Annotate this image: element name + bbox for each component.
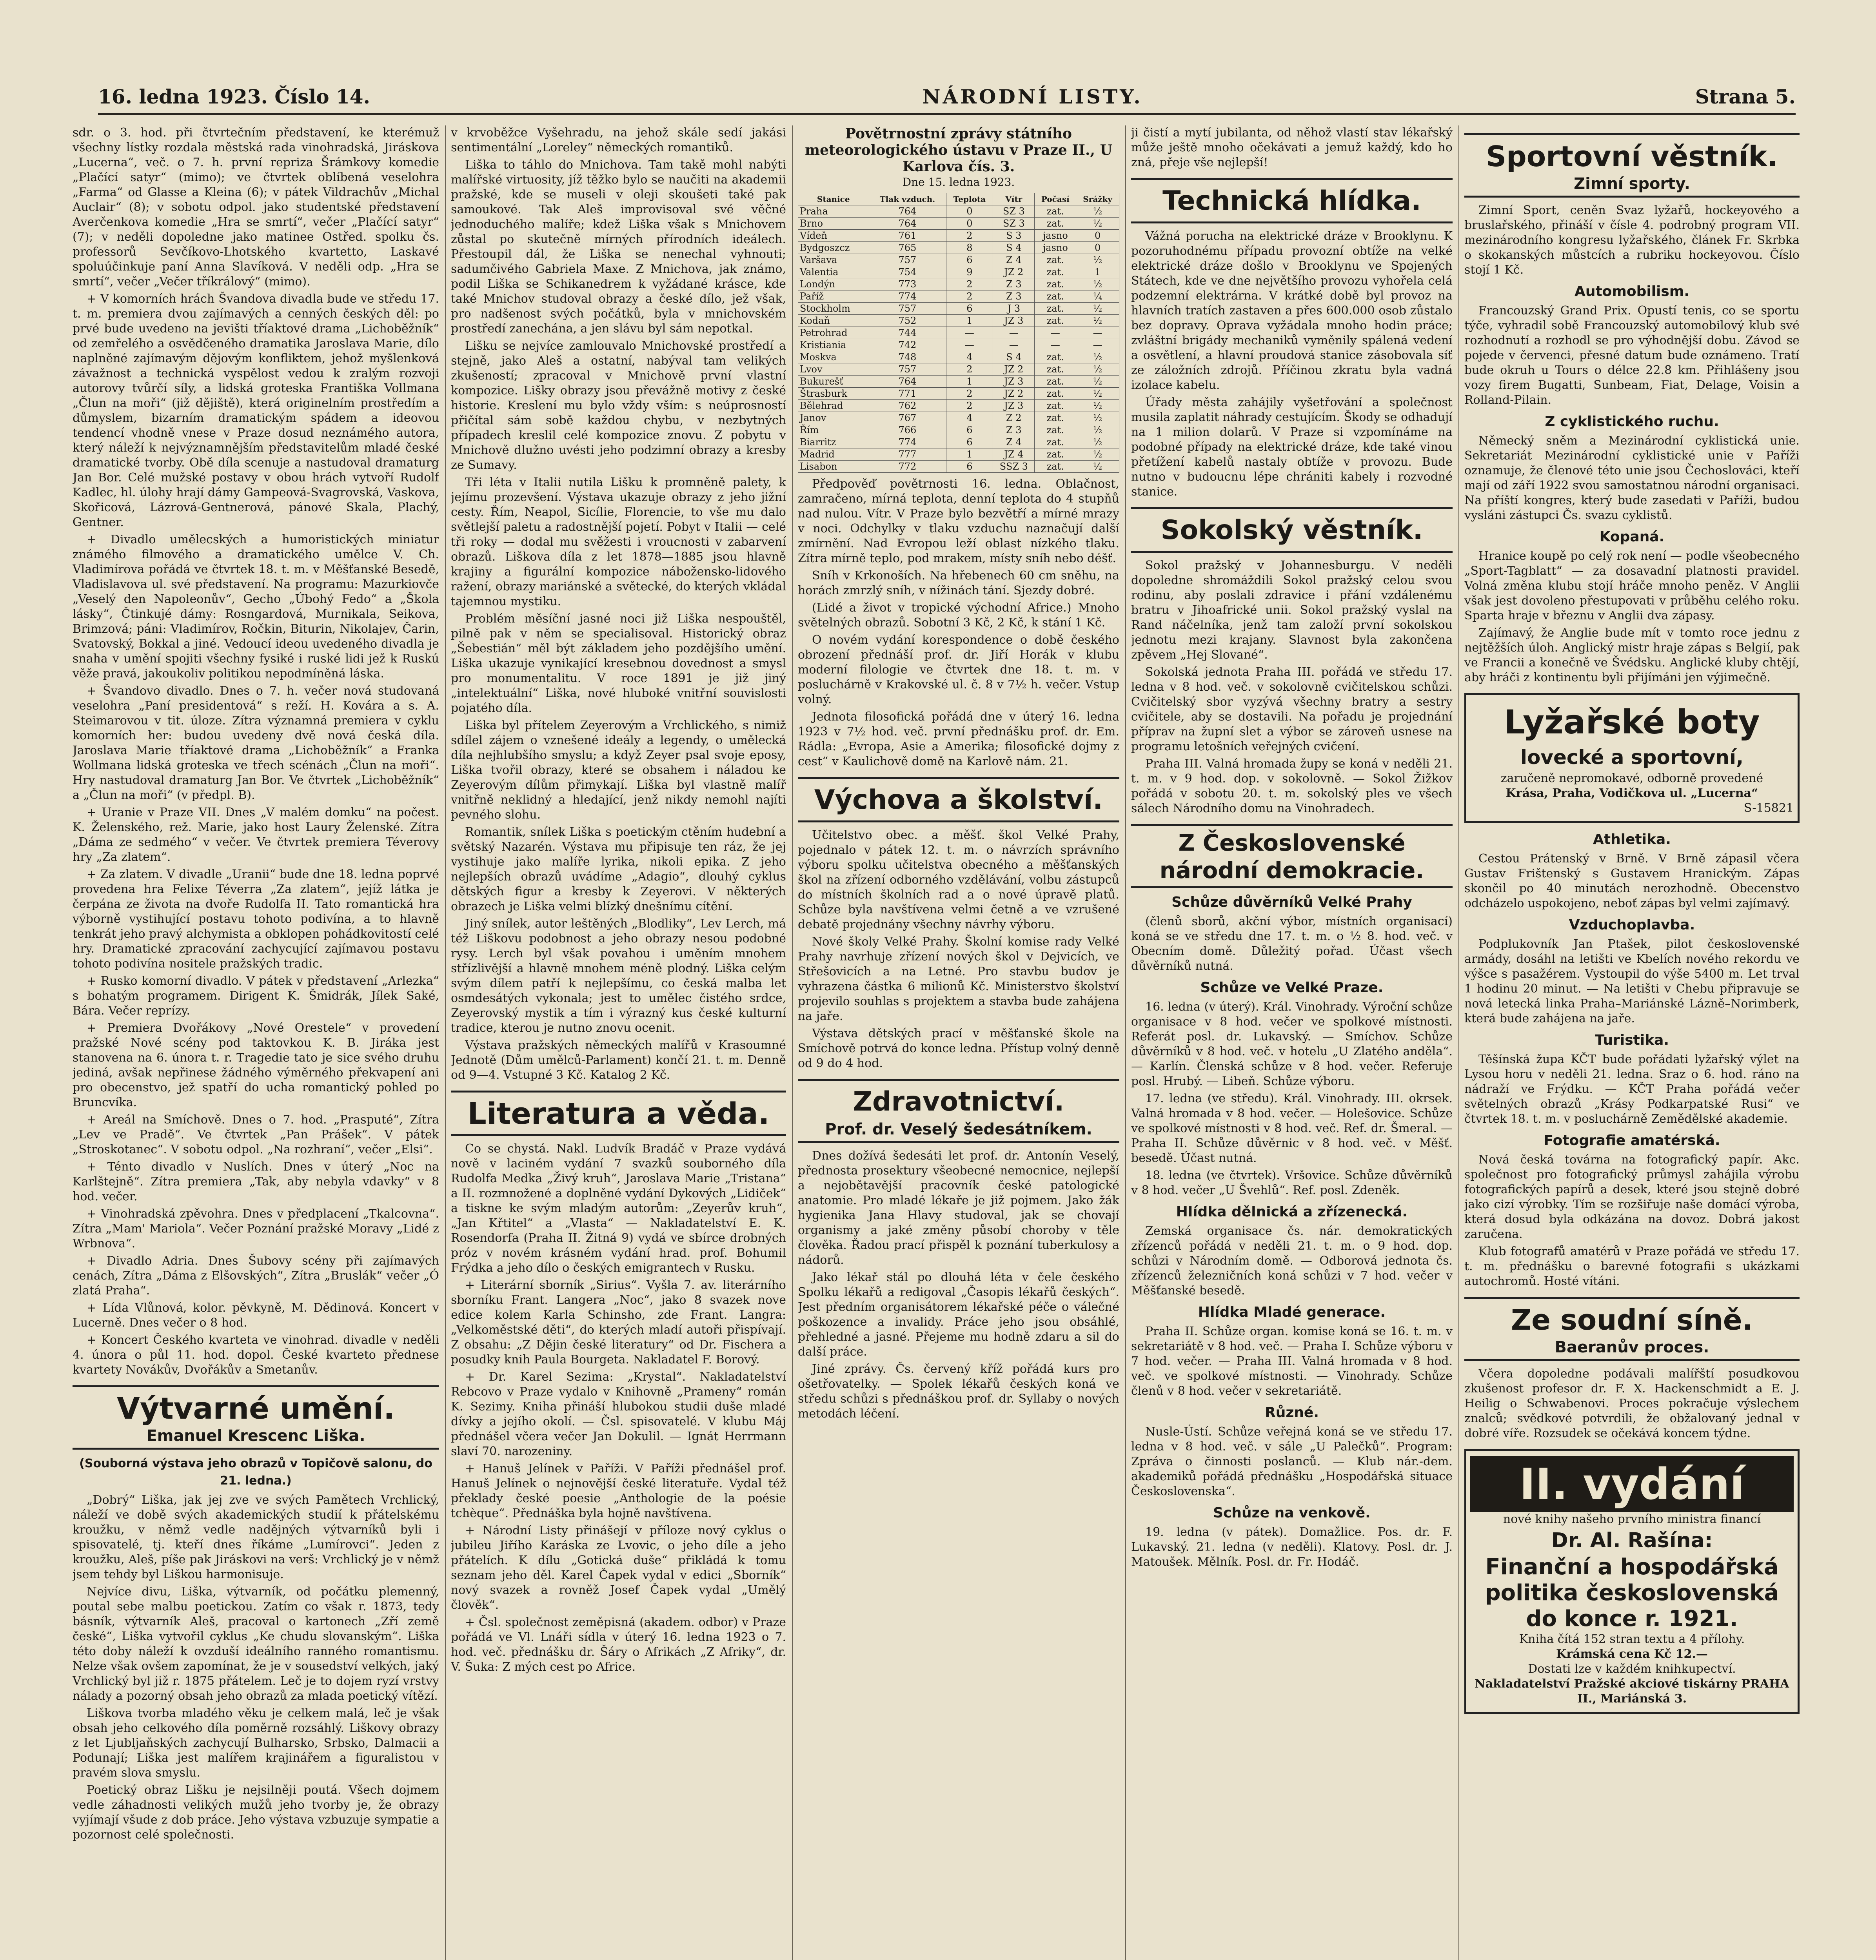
weather-column-header: Teplota bbox=[946, 193, 993, 205]
column-1 bbox=[73, 125, 439, 1960]
table-cell: Štrasburk bbox=[798, 388, 869, 400]
table-cell: Londýn bbox=[798, 278, 869, 290]
table-cell: ½ bbox=[1076, 254, 1119, 266]
table-cell: ½ bbox=[1076, 400, 1119, 412]
table-cell: jasno bbox=[1035, 230, 1076, 242]
article-paragraph: 16. ledna (v úterý). Král. Vinohrady. Výroční schůze organisace v 8 hod. večer ve spolkové místnosti. Referát posl. dr. Lukavský. — Smíchov. Schůze důvěrníků v 8 hod. več. v hotelu „U Zlatého anděla“. — Karlín. Členská schůze v 8 hod. večer. Referuje posl. Hrubý. — Libeň. Schůze výboru. bbox=[1131, 1000, 1453, 1088]
article-paragraph: Liška byl přítelem Zeyerovým a Vrchlického, s nimiž sdílel zájem o vznešené ideály a legendy, o umělecká díla nejhlubšího smyslu; a když Zeyer psal svoje eposy, Liška tvořil obrazy, které se obsahem i náladou ke Zeyerovým dílům přimykají. Liška byl vlastně malíř vnitřně neklidný a hledající, jenž nikdy nemohl najíti pevného slohu. bbox=[451, 719, 786, 822]
article-paragraph: + Divadlo Adria. Dnes Šubovy scény při zajímavých cenách, Zítra „Dáma z Elšovských“, Zítra „Bruslák“ večer „Ó zlatá Praha“. bbox=[73, 1254, 439, 1298]
table-cell: — bbox=[1035, 339, 1076, 351]
table-row bbox=[798, 290, 1119, 303]
book-pages: Kniha čítá 152 stran textu a 4 přílohy. bbox=[1519, 1632, 1745, 1646]
article-paragraph: Praha III. Valná hromada župy se koná v neděli 21. t. m. v 9 hod. dop. v sokolovně. — Sokol Žižkov pořádá v sobotu 20. t. m. sokolský ples ve všech sálech Národního domu na Vinohradech. bbox=[1131, 757, 1453, 815]
table-cell: J 3 bbox=[993, 303, 1035, 315]
table-cell: 1 bbox=[946, 376, 993, 388]
table-cell: Lisabon bbox=[798, 461, 869, 473]
weather-column-header: Vítr bbox=[993, 193, 1035, 205]
table-cell: Z 3 bbox=[993, 424, 1035, 436]
table-row bbox=[798, 242, 1119, 254]
table-cell: — bbox=[993, 339, 1035, 351]
article-paragraph: + Divadlo umělecských a humoristických miniatur známého filmového a dramatického umělce V. Ch. Vladimírova pořádá ve čtvrtek 18. t. m. v Měšťanské Besedě, Vladislavova ul. své představení. Na programu: Mazurkiovče „Veselý den Napoleonův“, Gecho „Úbohý Fedo“ a „Škola lásky“, Čtinkujé dámy: Rosngardová, Murnikala, Seikova, Brimzová; páni: Vladimírov, Ročkin, Biturin, Nikolajev, Čarin, Svatovský, Bokkal a jiné. Vedoucí ideou uvedeného divadla je snaha v umění spojiti všechny fysiké i ruské lidi jež k Ruskú věže pravá, jakoukoliv politikou nepodmíněná láska. bbox=[73, 533, 439, 681]
subheading: Hlídka Mladé generace. bbox=[1198, 1304, 1386, 1320]
table-cell: 764 bbox=[869, 205, 946, 218]
ad-address: Krása, Praha, Vodičkova ul. „Lucerna“ bbox=[1506, 786, 1758, 800]
table-cell: ½ bbox=[1076, 388, 1119, 400]
table-cell: jasno bbox=[1035, 242, 1076, 254]
table-cell: — bbox=[946, 327, 993, 339]
column-2 bbox=[451, 125, 786, 1960]
table-row bbox=[798, 278, 1119, 290]
table-cell: Petrohrad bbox=[798, 327, 869, 339]
column-divider bbox=[1125, 125, 1126, 1960]
table-cell: zat. bbox=[1035, 363, 1076, 376]
table-row bbox=[798, 436, 1119, 448]
table-cell: Biarritz bbox=[798, 436, 869, 448]
subheading: Turistika. bbox=[1595, 1032, 1669, 1048]
table-cell: 6 bbox=[946, 461, 993, 473]
article-paragraph: Zimní Sport, ceněn Svaz lyžařů, hockeyového a bruslařského, přináší v čísle 4. podrobný program VII. mezinárodního kongresu lyžařského, článek Fr. Skrbka o skokanských můstcích a rubriku hockeyovou. Číslo stojí 1 Kč. bbox=[1464, 203, 1800, 277]
table-cell: 765 bbox=[869, 242, 946, 254]
book-availability: Dostati lze v každém knihkupectví. bbox=[1528, 1662, 1736, 1676]
table-cell: ½ bbox=[1076, 363, 1119, 376]
table-cell: zat. bbox=[1035, 351, 1076, 363]
subheading: Schůze na venkově. bbox=[1213, 1505, 1371, 1521]
article-paragraph: Předpověď povětrnosti 16. ledna. Oblačnost, zamračeno, mírná teplota, denní teplota do 4 stupňů nad nulou. Vítr. V Praze bylo bezvětří a mírné mrazy v noci. Odchylky v tlaku vzduchu naznačují další zmírnění. Nad Evropou leží oblast nízkého tlaku. Zítra mírně teplo, pod mrakem, místy sníh nebo déšť. bbox=[798, 477, 1119, 565]
article-paragraph: + Ténto divadlo v Nuslích. Dnes v úterý „Noc na Karlštejně“. Zítra premiera „Tak, aby nebyla vdavky“ v 8 hod. večer. bbox=[73, 1160, 439, 1203]
table-cell: 1 bbox=[946, 448, 993, 461]
article-paragraph: Vážná porucha na elektrické dráze v Brooklynu. K pozoruhodnému případu provozní obtíže na velké elektrické dráze došlo v Brooklynu ve Spojených Státech, kde ve dne největšího provozu vyhořela celá podzemní elektrárna. V krátké době byl provoz na hlavních tratích zastaven a přes 600.000 osob zůstalo bez dopravy. Oprava vyžádala mnoho hodin práce; zvláštní brigády mechaniků vyměnily spálená vedení a osvětlení, a hlavní proudová stanice zásobovala síť ze záložních zdrojů. Příčinou zkratu byla vadná izolace kabelu. bbox=[1131, 229, 1453, 392]
table-row bbox=[798, 388, 1119, 400]
article-paragraph: Dnes dožívá šedesáti let prof. dr. Antonín Veselý, přednosta prosektury všeobecné nemocnice, nejlepší a nejobětavější pracovník české patologické anatomie. Pro mladé lékaře je již pojmem. Jako žák hygienika Jana Hlavy studoval, jak se chovají organismy a jaké změny působí choroby v těle člověka. Řadou prací přispěl k poznání tuberkulosy a nádorů. bbox=[798, 1149, 1119, 1267]
newspaper-title: NÁRODNÍ LISTY. bbox=[922, 85, 1143, 108]
table-cell: 1 bbox=[1076, 266, 1119, 278]
section-title: Technická hlídka. bbox=[1162, 185, 1421, 216]
ad-headline: Lyžařské boty bbox=[1504, 703, 1760, 741]
section-title: Výtvarné umění. bbox=[117, 1391, 395, 1426]
article-paragraph: + Vinohradská zpěvohra. Dnes v předplacení „Tkalcovna“. Zítra „Mam' Mariola“. Večer Poznání pražské Moravy „Lidé z Wrbnova“. bbox=[73, 1207, 439, 1250]
table-cell: SZ 3 bbox=[993, 218, 1035, 230]
column-divider bbox=[792, 125, 793, 1960]
book-intro: nové knihy našeho prvního ministra financí bbox=[1503, 1512, 1761, 1526]
book-title: Finanční a hospodářská politika československá do konce r. 1921. bbox=[1485, 1554, 1779, 1632]
column-4 bbox=[1131, 125, 1453, 1960]
ad-code: S-15821 bbox=[1743, 801, 1794, 815]
table-cell: zat. bbox=[1035, 461, 1076, 473]
article-paragraph: 18. ledna (ve čtvrtek). Vršovice. Schůze důvěrníků v 8 hod. večer „U Švehlů“. Ref. posl. Zdeněk. bbox=[1131, 1169, 1453, 1197]
article-paragraph: Problém měsíční jasné noci již Liška nespouštěl, pilně pak v něm se specialisoval. Historický obraz „Šebestián“ měl být základem jeho pozdějšího umění. Liška ukazuje vynikající kresebnou dovednost a smysl pro monumentalitu. V roce 1891 je již jiný „intelektuální“ Liška, nové hluboké vnitřní souvislosti pojatého díla. bbox=[451, 612, 786, 715]
ad-subheadline: lovecké a sportovní, bbox=[1520, 746, 1744, 769]
table-cell: — bbox=[1076, 327, 1119, 339]
table-cell: Z 2 bbox=[993, 412, 1035, 424]
table-row bbox=[798, 461, 1119, 473]
column-5 bbox=[1464, 125, 1800, 1960]
article-paragraph: Tři léta v Italii nutila Lišku k promněně palety, k jejímu prozevšení. Výstava ukazuje obrazy z jeho jižní cesty. Řím, Neapol, Sicílie, Florencie, to vše mu dalo světlejší paletu a radostnější pojetí. Pobyt v Italii — celé tři roky — dodal mu svěžesti i vroucnosti v zabarvení obrazů. Liškova díla z let 1878—1885 jsou hlavně krajiny a figurální kompozice nábožensko-lidového ražení, obrazy mariánské a světecké, do kterých vkládal tajemnou mystiku. bbox=[451, 475, 786, 608]
article-paragraph: Jiné zprávy. Čs. červený kříž pořádá kurs pro ošetřovatelky. — Spolek lékařů českých koná ve středu schůzi s přednáškou prof. dr. Syllaby o nových metodách léčení. bbox=[798, 1362, 1119, 1421]
article-paragraph: Nejvíce divu, Liška, výtvarník, od počátku plemenný, poutal sebe malbu poetickou. Zatím co však r. 1873, tedy básník, výtvarník Aleš, pracoval o kartonech „Zří země české“, Liška vytvořil cyklus „Ke chudu slovanským“. Liška této doby náleží k ovzduší ideálního ranného romantismu. Nelze však ovšem zapomínat, že je v sousedství velkých, jaký Vrchlický byl již r. 1875 přátelem. Leč je to dojem ryzí vrstvy nálady a pozorný obsah jeho obrazů za mlada poetický vítězí. bbox=[73, 1585, 439, 1703]
table-cell: ½ bbox=[1076, 412, 1119, 424]
weather-column-header: Stanice bbox=[798, 193, 869, 205]
weather-table-body bbox=[798, 205, 1119, 473]
table-cell: Lvov bbox=[798, 363, 869, 376]
issue-date: 16. ledna 1923. Číslo 14. bbox=[98, 85, 370, 108]
table-cell: ½ bbox=[1076, 424, 1119, 436]
article-paragraph: Těšínská župa KČT bude pořádati lyžařský výlet na Lysou horu v neděli 21. ledna. Sraz o 6. hod. ráno na nádraží ve Frýdku. — KČT Praha pořádá večer světelných obrazů „Krásy Podkarpatské Rusi“ ve čtvrtek 18. t. m. v posluchárně Zemědělské akademie. bbox=[1464, 1053, 1800, 1126]
article-paragraph: Úřady města zahájily vyšetřování a společnost musila zaplatit náhrady cestujícím. Škody se odhadují na 1 milion dolarů. V Praze si vzpomínáme na podobné případy na elektrické dráze, kde také vinou přetížení kabelů nastaly obtíže v provozu. Bude nutno v budoucnu lépe chrániti kabely i rozvodné stanice. bbox=[1131, 396, 1453, 499]
article-paragraph: 17. ledna (ve středu). Král. Vinohrady. III. okrsek. Valná hromada v 8 hod. večer. — Holešovice. Schůze ve spolkové místnosti v 8 hod. več. Ref. dr. Šmeral. — Praha II. Schůze důvěrnic v 8 hod. več. v Měšť. besedě. Účast nutná. bbox=[1131, 1092, 1453, 1165]
table-row bbox=[798, 266, 1119, 278]
book-price: Krámská cena Kč 12.— bbox=[1556, 1647, 1708, 1661]
table-cell: zat. bbox=[1035, 218, 1076, 230]
ski-boots-advertisement bbox=[1464, 693, 1800, 823]
section-heading-national-democracy bbox=[1131, 824, 1453, 888]
table-row bbox=[798, 327, 1119, 339]
article-paragraph: + V komorních hrách Švandova divadla bude ve středu 17. t. m. premiera dvou zajímavých a cenných českých děl: po prvé bude uvedeno na jevišti tříaktové drama „Lichoběžník“ od zemřelého a osvědčeného dramatika Jaroslava Marie, dílo naplněné zajímavým dějovým konfliktem, jehož myšlenková závažnost a technická vyspělost vedou k zralým rozvoji autorovy tvůrčí síly, a lidská groteska Františka Vollmana „Člun na moři“ (již dějiště), která originelním prostředím a důmyslem, bizarním dramatickým spádem a ideovou tendencí vhodně vnese v Praze dosud neznámého autora, který náleží k nejvýznamnějším představitelům mladé české dramatické tvorby. Obě díla scenuje a nastudoval dramaturg Jan Bor. Celé mužské postavy v obou hrách vytvoří Rudolf Kadlec, hl. úlohy hrají dámy Gampeová-Svagrovská, Vaskova, Skořicová, Lázrová-Gentnerová, pánové Skala, Plachý, Gentner. bbox=[73, 292, 439, 529]
article-paragraph: Praha II. Schůze organ. komise koná se 16. t. m. v sekretariátě v 8 hod. več. — Praha I. Schůze výboru v 7 hod. večer. — Praha III. Valná hromada v 8 hod. več. ve spolkové místnosti. — Vinohrady. Schůze členů v 8 hod. večer v sekretariátě. bbox=[1131, 1325, 1453, 1398]
table-cell: JZ 3 bbox=[993, 400, 1035, 412]
subheading: Kopaná. bbox=[1599, 529, 1665, 545]
article-paragraph: Výstava dětských prací v měšťanské škole na Smíchově potrvá do konce ledna. Přístup volný denně od 9 do 4 hod. bbox=[798, 1027, 1119, 1070]
weather-table-header bbox=[798, 193, 1119, 205]
masthead bbox=[98, 77, 1796, 115]
book-advertisement bbox=[1464, 1449, 1800, 1714]
article-paragraph: Poetický obraz Lišku je nejsilněji poutá. Všech dojmem vedle záhadnosti velikých mužů jeho tvorby je, že obrazy vyjímají všude z dob práce. Jeho výstava vzbuzuje sympatie a pozornost celé společnosti. bbox=[73, 1783, 439, 1842]
article-paragraph: + Areál na Smíchově. Dnes o 7. hod. „Prasputé“, Zítra „Lev ve Pradě“. Ve čtvrtek „Pan Prášek“. V pátek „Stroskotanec“. V sobotu odpol. „Na rozhraní“, večer „Elsi“. bbox=[73, 1113, 439, 1156]
section-heading-literature bbox=[451, 1091, 786, 1136]
table-cell: 757 bbox=[869, 254, 946, 266]
article-paragraph: Romantik, snílek Liška s poetickým ctěním hudební a světský Nazarén. Výstava mu připisuje ten ráz, že jej vystihuje jako malíře lyrika, nikoli epika. Z jeho nejlepších obrazů uvádíme „Adagio“, dlouhý cyklus dětských figur a kresby k Zeyerovi. V některých obrazech je Liška velmi blízký dnešnímu cítění. bbox=[451, 825, 786, 913]
table-cell: Paříž bbox=[798, 290, 869, 303]
section-title: Výchova a školství. bbox=[814, 784, 1103, 815]
subheading: Hlídka dělnická a zřízenecká. bbox=[1176, 1204, 1408, 1220]
article-paragraph: v krvoběžce Vyšehradu, na jehož skále sedí jakási sentimentální „Loreley“ německých romantiků. bbox=[451, 126, 786, 154]
table-cell: Řím bbox=[798, 424, 869, 436]
table-cell: Kristiania bbox=[798, 339, 869, 351]
table-row bbox=[798, 448, 1119, 461]
table-cell: 757 bbox=[869, 363, 946, 376]
table-cell: — bbox=[1035, 327, 1076, 339]
article-paragraph: „Dobrý“ Liška, jak jej zve ve svých Pamětech Vrchlický, náleží ve době svých akademických studií k přátelskému kroužku, v němž vedle nadějných výtvarníků byli i spisovatelé, tj. kteří dnes říkáme „Lumírovci“. Jeden z kroužku, Aleš, píše pak Jiráskovi na verš: Vrchlický je v němž jsem tehdy byl Liškou harmonisuje. bbox=[73, 1493, 439, 1581]
table-cell: JZ 2 bbox=[993, 388, 1035, 400]
section-subtitle: Emanuel Krescenc Liška. bbox=[146, 1427, 365, 1445]
table-cell: JZ 3 bbox=[993, 376, 1035, 388]
article-paragraph: Jednota filosofická pořádá dne v úterý 16. ledna 1923 v 7½ hod. več. první přednášku prof. dr. Em. Rádla: „Evropa, Asie a Amerika; filosofické dojmy z cest“ v Kaulichově domě na Karlově nám. 21. bbox=[798, 710, 1119, 768]
table-cell: ½ bbox=[1076, 376, 1119, 388]
table-cell: ¼ bbox=[1076, 290, 1119, 303]
table-cell: 777 bbox=[869, 448, 946, 461]
table-cell: Moskva bbox=[798, 351, 869, 363]
table-cell: 767 bbox=[869, 412, 946, 424]
table-cell: ½ bbox=[1076, 303, 1119, 315]
article-paragraph: + Lída Vlůnová, kolor. pěvkyně, M. Dědinová. Koncert v Lucerně. Dnes večer o 8 hod. bbox=[73, 1301, 439, 1330]
table-cell: Brno bbox=[798, 218, 869, 230]
subheading: Automobilism. bbox=[1574, 283, 1690, 299]
article-paragraph: + Literární sborník „Sirius“. Vyšla 7. av. literárního sborníku Frant. Langera „Noc“, jako 8 svazek nove edice kolem Karla Schinsho, zde Frant. Langra: „Velkoměstské děti“, do kterých mladí autoři přispívají. Z obsahu: „Z Dějin české literatury“ od Dr. Fischera a posudky knih Paula Bourgeta. Nakladatel F. Borový. bbox=[451, 1278, 786, 1367]
table-row bbox=[798, 218, 1119, 230]
table-row bbox=[798, 424, 1119, 436]
table-cell: 6 bbox=[946, 424, 993, 436]
table-cell: 2 bbox=[946, 388, 993, 400]
table-cell: zat. bbox=[1035, 436, 1076, 448]
article-paragraph: Výstava pražských německých malířů v Krasoumné Jednotě (Dům umělců-Parlament) končí 21. t. m. Denně od 9—4. Vstupné 3 Kč. Katalog 2 Kč. bbox=[451, 1038, 786, 1082]
article-paragraph: 19. ledna (v pátek). Domažlice. Pos. dr. F. Lukavský. 21. ledna (v neděli). Klatovy. Posl. dr. J. Matoušek. Mělník. Posl. dr. Fr. Hodáč. bbox=[1131, 1525, 1453, 1569]
article-paragraph: + Koncert Českého kvarteta ve vinohrad. divadle v neděli 4. února o půl 11. hod. dopol. České kvarteto přednese kvartety Novákův, Dvořákův a Smetanův. bbox=[73, 1333, 439, 1377]
table-cell: 771 bbox=[869, 388, 946, 400]
weather-column-header: Srážky bbox=[1076, 193, 1119, 205]
article-paragraph: Učitelstvo obec. a měšť. škol Velké Prahy, pojednalo v pátek 12. t. m. o návrzích správního výboru spolku učitelstva obecného a měšťanských škol na zřízení odborného vzdělávání, volbu zástupců do místních školních rad a o nové úpravě platů. Schůze byla navštívena velmi četně a ve vzrušené debatě projednány všechny návrhy výboru. bbox=[798, 828, 1119, 931]
article-paragraph: + Čsl. společnost zeměpisná (akadem. odbor) v Praze pořádá ve Vl. Lnáři sídla v úterý 16. ledna 1923 o 7. hod. več. přednášku dr. Šáry o Afrikách „Z Afriky“, dr. V. Šuka: Z mých cest po Africe. bbox=[451, 1615, 786, 1674]
article-paragraph: Co se chystá. Nakl. Ludvík Bradáč v Praze vydává nově v laciném vydání 7 svazků souborného díla Rudolfa Medka „Živý kruh“, Jaroslava Marie „Tristana“ a II. rozmnožené a doplněné vydání Dykových „Lidiček“ a tiskne ke svým mladým autorům: „Zeyerův kruh“, „Jan Křtitel“ a „Vlasta“ — Nakladatelství E. K. Rosendorfa (Praha II. Žitná 9) vydá ve sbírce drobných próz v novém krásném vydání hrad. prof. Bohumil Frýdka a jeho dílo o českých emigrantech v Rusku. bbox=[451, 1142, 786, 1275]
table-cell: zat. bbox=[1035, 303, 1076, 315]
table-cell: 2 bbox=[946, 400, 993, 412]
subheading: Fotografie amatérská. bbox=[1544, 1132, 1720, 1149]
article-paragraph: O novém vydání korespondence o době českého obrození přednáší prof. dr. Jiří Horák v klubu moderní filologie ve čtvrtek dne 18. t. m. v posluchárně v Krakovské ul. č. 8 v 7½ h. večer. Vstup volný. bbox=[798, 633, 1119, 706]
article-paragraph: Včera dopoledne podávali malířští posudkovou zkušenost profesor dr. F. X. Hackenschmidt a E. J. Heilig o Schwabenovi. Proces pokračuje výslechem znalců; svědkové potvrdili, že obžalovaný jednal v dobré víře. Rozsudek se očekává koncem týdne. bbox=[1464, 1367, 1800, 1440]
table-cell: zat. bbox=[1035, 205, 1076, 218]
table-cell: 773 bbox=[869, 278, 946, 290]
weather-report-title: Povětrnostní zprávy státního meteorologického ústavu v Praze II., U Karlova čís. 3. bbox=[805, 125, 1112, 175]
article-paragraph: + Hanuš Jelínek v Paříži. V Paříži přednášel prof. Hanuš Jelínek o nejnovější české literatuře. Vydal též překlady české poesie „Anthologie de la poésie tchèque“. Přednáška byla hojně navštívena. bbox=[451, 1462, 786, 1520]
table-cell: 9 bbox=[946, 266, 993, 278]
table-row bbox=[798, 230, 1119, 242]
book-author: Dr. Al. Rašína: bbox=[1551, 1529, 1713, 1552]
article-paragraph: Sníh v Krkonoších. Na hřebenech 60 cm sněhu, na horách zmrzlý sníh, v nížinách tání. Sjezdy dobré. bbox=[798, 569, 1119, 597]
weather-table bbox=[798, 193, 1119, 473]
table-row bbox=[798, 205, 1119, 218]
section-subtitle: Zimní sporty. bbox=[1574, 175, 1690, 193]
article-paragraph: Liška to táhlo do Mnichova. Tam takě mohl nabýti malířské virtuosity, jíž těžko bylo se naučiti na akademii pražské, kde se museli v oleji skoušeti také pak samoukové. Tak Aleš improvisoval své věčné jednoduchého malíře; kdež Liška však s Mnichovem zůstal po skutečně mírných přírodních ideálech. Přestoupil dál, že Liška se nenechal vyhnouti; sadumčivého Gabriela Maxe. Z Mnichova, jak známo, podil Liška se Schikanedrem k vyžádané krásce, kde také Mnichov studoval obrazy a české dílo, jež však, pro nadšenost svých počátků, byla v mnichovském prostředí zanechána, a jen slávu byl sám nepotkal. bbox=[451, 158, 786, 336]
article-paragraph: + Dr. Karel Sezima: „Krystal“. Nakladatelství Rebcovo v Praze vydalo v Knihovně „Prameny“ román K. Sezimy. Kniha přináší hlubokou studii duše mladé dívky a jejího okolí. — Čsl. spisovatelé. V klubu Máj přednášel včera večer Jan Dokulil. — Ignát Herrmann slaví 70. narozeniny. bbox=[451, 1370, 786, 1458]
table-cell: 764 bbox=[869, 218, 946, 230]
table-cell: ½ bbox=[1076, 315, 1119, 327]
table-cell: 6 bbox=[946, 303, 993, 315]
section-heading-art bbox=[73, 1385, 439, 1450]
subheading: Schůze důvěrníků Velké Prahy bbox=[1171, 894, 1412, 910]
table-cell: 4 bbox=[946, 412, 993, 424]
table-cell: Z 3 bbox=[993, 278, 1035, 290]
article-paragraph: (členů sborů, akční výbor, místních organisací) koná se ve středu dne 17. t. m. o ½ 8. hod. več. v Obecním domě. Důležitý pořad. Účast všech důvěrníků nutná. bbox=[1131, 915, 1453, 973]
table-cell: S 4 bbox=[993, 242, 1035, 254]
table-row bbox=[798, 351, 1119, 363]
table-cell: Kodaň bbox=[798, 315, 869, 327]
table-cell: 0 bbox=[946, 218, 993, 230]
table-cell: Praha bbox=[798, 205, 869, 218]
article-paragraph: Lišku se nejvíce zamlouvalo Mnichovské prostředí a stejně, jako Aleš a ostatní, nabýval tam velikých zkušeností; zpracoval v Mnichově první vlastní kompozice. Lišky obrazy jsou převážně motivy z české historie. Kreslení mu bylo vždy vším: s neúprosností přičítal sám sobě každou chybu, v nezbytných případech kreslil celé kompozice znovu. Z pobytu v Mnichově dlužno uvésti jeho podzimní obrazy a kresby ze Sumavy. bbox=[451, 339, 786, 472]
article-paragraph: Sokol pražský v Johannesburgu. V neděli dopoledne shromáždili Sokol pražský celou svou rodinu, aby poslali zdravice i přání vzdálenému bratru v Jihoafrické unii. Sokol pražský vyslal na Rand náčelníka, jenž tam založí první sokolskou jednotu mezi krajany. Slavnost byla zakončena zpěvem „Hej Slované“. bbox=[1131, 559, 1453, 662]
article-paragraph: Zemská organisace čs. nár. demokratických zřízenců pořádá v neděli 21. t. m. o 9 hod. dop. schůzi v Národním domě. — Odborová jednota čs. zřízenců železničních koná schůzi v 7 hod. večer v Měšťanské besedě. bbox=[1131, 1224, 1453, 1298]
table-cell: 752 bbox=[869, 315, 946, 327]
ad-text: zaručeně nepromokavé, odborně provedené bbox=[1500, 771, 1763, 785]
table-cell: 2 bbox=[946, 363, 993, 376]
article-paragraph: + Premiera Dvořákovy „Nové Orestele“ v provedení pražské Nové scény pod taktovkou K. B. Jiráka jest stanovena na 6. února t. r. Tragedie tato je sice svého druhu jediná, avšak nepřinese žádného výměrného překvapení ani pro obecenstvo, jež spatří do ucha romantický pohled po Bruncvíka. bbox=[73, 1021, 439, 1109]
table-cell: 762 bbox=[869, 400, 946, 412]
article-paragraph: Podplukovník Jan Ptašek, pilot československé armády, dosáhl na letišti ve Kbelích nového rekordu ve výšce s pasažérem. Vystoupil do výše 5400 m. Let trval 1 hodinu 20 minut. — Na letišti v Chebu připravuje se nová letecká linka Praha–Mariánské Lázně–Norimberk, která bude zahájena na jaře. bbox=[1464, 937, 1800, 1025]
article-paragraph: Nové školy Velké Prahy. Školní komise rady Velké Prahy navrhuje zřízení nových škol v Dejvicích, ve Střešovicích a na Letné. Pro stavbu budov je vyhrazena částka 6 milionů Kč. Ministerstvo školství projevilo souhlas s projektem a stavba bude zahájena na jaře. bbox=[798, 935, 1119, 1023]
section-heading-technical bbox=[1131, 178, 1453, 223]
table-cell: zat. bbox=[1035, 424, 1076, 436]
table-cell: — bbox=[993, 327, 1035, 339]
table-cell: 742 bbox=[869, 339, 946, 351]
article-paragraph: Jako lékař stál po dlouhá léta v čele českého Spolku lékařů a redigoval „Časopis lékařů českých“. Jest předním organisátorem lékařské péče o válečné poškozence a invalidy. Práce jeho jsou obsáhlé, přehledné a jasné. Přejeme mu hodně zdaru a sil do další práce. bbox=[798, 1270, 1119, 1359]
table-cell: zat. bbox=[1035, 290, 1076, 303]
article-paragraph: Sokolská jednota Praha III. pořádá ve středu 17. ledna v 8 hod. več. v sokolovně cvičitelskou schůzi. Cvičitelský sbor vyzývá všechny bratry a sestry cvičitele, aby se dostavili. Na pořadu je projednání příprav na župní slet a výbor se zároveň usnese na programu letošních veřejných cvičení. bbox=[1131, 665, 1453, 753]
section-title: Zdravotnictví. bbox=[853, 1086, 1064, 1117]
article-paragraph: Nová česká továrna na fotografický papír. Akc. společnost pro fotografický průmysl zahájila výrobu fotografických papírů a desek, které jsou stejně dobré jako cizí výrobky. Tím se rozšiřuje naše domácí výroba, která dosud byla odkázána na dovoz. Dobrá jakost zaručena. bbox=[1464, 1153, 1800, 1241]
table-cell: Z 4 bbox=[993, 436, 1035, 448]
article-paragraph: ji čistí a mytí jubilanta, od něhož vlastí stav lékařský může ještě mnoho očekávati a jemuž každý, kdo ho zná, přeje vše nejlepší! bbox=[1131, 126, 1453, 169]
table-cell: Madrid bbox=[798, 448, 869, 461]
table-cell: Bukurešť bbox=[798, 376, 869, 388]
table-cell: 754 bbox=[869, 266, 946, 278]
table-cell: 761 bbox=[869, 230, 946, 242]
article-paragraph: sdr. o 3. hod. při čtvrtečním představení, ke kterémuž všechny lístky rozdala městská rada vinohradská, Jiráskova „Lucerna“, več. o 7. h. první repriza Šrámkovy komedie „Plačící satyr“ (mimo); ve čtvrtek oblíbená veselohra „Farma“ od Glasse a Kleina (6); v pátek Vildrachův „Michal Auclair“ (8); v sobotu odpol. jako studentské představení Averčenkova komedie „Hra se smrtí“, večer „Plačící satyr“ (7); v neděli dopoledne jako matinee Ostřed. spolku čs. professorů Sevčíkovo-Lhotského kvartetto, Laskavé spoluúčinkuje paní Anna Slavíková. V neděli odp. „Hra se smrtí“, večer „Večer tříkrálový“ (mimo). bbox=[73, 126, 439, 289]
table-cell: Z 4 bbox=[993, 254, 1035, 266]
table-cell: 4 bbox=[946, 351, 993, 363]
table-cell: ½ bbox=[1076, 448, 1119, 461]
table-cell: 2 bbox=[946, 290, 993, 303]
table-cell: 2 bbox=[946, 278, 993, 290]
section-heading-sport bbox=[1464, 133, 1800, 198]
table-cell: S 3 bbox=[993, 230, 1035, 242]
article-paragraph: + Národní Listy přinášejí v příloze nový cyklus o jubileu Jiřího Karáska ze Lvovic, o jeho díle a jeho přátelích. K dílu „Gotická duše“ přikládá k tomu seznam jeho děl. Karel Čapek vydal v edici „Sborník“ nový svazek a rovněž Josef Čapek vydal „Umělý člověk“. bbox=[451, 1524, 786, 1612]
table-cell: Bydgoszcz bbox=[798, 242, 869, 254]
table-cell: ½ bbox=[1076, 461, 1119, 473]
table-cell: — bbox=[946, 339, 993, 351]
table-cell: 0 bbox=[1076, 230, 1119, 242]
table-cell: 744 bbox=[869, 327, 946, 339]
table-cell: JZ 2 bbox=[993, 266, 1035, 278]
table-cell: 6 bbox=[946, 436, 993, 448]
article-paragraph: + Švandovo divadlo. Dnes o 7. h. večer nová studovaná veselohra „Paní presidentová“ s reží. H. Kovára a s. A. Steimarovou v tit. úloze. Zítra významná premiera v cyklu komorních her: budou uvedeny dvě nová česká díla. Jaroslava Marie tříaktové drama „Lichoběžník“ a Franka Wollmana lidská groteska ve třech scénách „Člun na moři“. Hry nastudoval dramaturg Jan Bor. Ve čtvrtek „Lichoběžník“ a „Člun na moři“ (v předpl. B). bbox=[73, 684, 439, 802]
table-cell: 757 bbox=[869, 303, 946, 315]
section-title: Ze soudní síně. bbox=[1511, 1303, 1753, 1336]
section-heading-court bbox=[1464, 1297, 1800, 1361]
subheading: Vzduchoplavba. bbox=[1569, 917, 1695, 933]
table-cell: 748 bbox=[869, 351, 946, 363]
section-subtitle: Baeranův proces. bbox=[1555, 1338, 1709, 1356]
column-divider bbox=[445, 125, 446, 1960]
article-paragraph: (Lidé a život v tropické východní Africe.) Mnoho světelných obrazů. Sobotní 3 Kč, 2 Kč, k stání 1 Kč. bbox=[798, 601, 1119, 630]
table-cell: zat. bbox=[1035, 400, 1076, 412]
table-cell: Varšava bbox=[798, 254, 869, 266]
page-number: Strana 5. bbox=[1695, 85, 1796, 108]
weather-column-header: Tlak vzduch. bbox=[869, 193, 946, 205]
weather-column-header: Počasí bbox=[1035, 193, 1076, 205]
table-cell: 8 bbox=[946, 242, 993, 254]
section-title: Sportovní věstník. bbox=[1486, 140, 1778, 173]
table-cell: 2 bbox=[946, 230, 993, 242]
table-cell: zat. bbox=[1035, 376, 1076, 388]
table-cell: zat. bbox=[1035, 254, 1076, 266]
table-cell: ½ bbox=[1076, 351, 1119, 363]
table-cell: Z 3 bbox=[993, 290, 1035, 303]
table-cell: Valentia bbox=[798, 266, 869, 278]
article-paragraph: + Uranie v Praze VII. Dnes „V malém domku“ na počest. K. Želenského, rež. Marie, jako host Laury Želenské. Zítra „Dáma ze sedmého“ v večer. Ve čtvrtek premiera Téverovy hry „Za zlatem“. bbox=[73, 806, 439, 864]
article-paragraph: + Rusko komorní divadlo. V pátek v představení „Arlezka“ s bohatým programem. Dirigent K. Šmidrák, Jílek Saké, Bára. Večer reprízy. bbox=[73, 974, 439, 1018]
table-cell: Vídeň bbox=[798, 230, 869, 242]
table-row bbox=[798, 400, 1119, 412]
table-cell: 1 bbox=[946, 315, 993, 327]
table-cell: JZ 3 bbox=[993, 315, 1035, 327]
subheading: Athletika. bbox=[1593, 831, 1671, 848]
article-paragraph: Jiný snílek, autor leštěných „Blodliky“, Lev Lerch, má též Liškovu podobnost a jeho obrazy nesou podobné rysy. Lerch byl však povahou i uměním mnohem střízlivější a hlavně mnohem méně plodný. Liška celým svým dílem patří k nejlepšímu, co česká malba let osmdesátých vykonala; jest to umělec čistého srdce, Zeyerovský mystik a tím i výrazný kus české kulturní tradice, kterou je nutno znovu ocenit. bbox=[451, 917, 786, 1035]
article-paragraph: Francouzský Grand Prix. Opustí tenis, co se sportu týče, vyhradil sobě Francouzský automobilový klub své rozhodnutí a rozhodl se pro výhodnější dobu. Závod se pojede v červenci, přesné datum bude oznámeno. Tratí bude okruh u Tours o délce 22.8 km. Přihlášeny jsou vozy firem Bugatti, Sunbeam, Fiat, Delage, Voisin a Rolland-Pilain. bbox=[1464, 304, 1800, 407]
table-row bbox=[798, 254, 1119, 266]
subheading: Různé. bbox=[1264, 1405, 1319, 1421]
table-row bbox=[798, 315, 1119, 327]
table-cell: ½ bbox=[1076, 218, 1119, 230]
book-publisher: Nakladatelství Pražské akciové tiskárny PRAHA II., Mariánská 3. bbox=[1475, 1677, 1789, 1706]
section-title: Sokolský věstník. bbox=[1160, 515, 1423, 546]
column-3 bbox=[798, 125, 1119, 1960]
table-cell: S 4 bbox=[993, 351, 1035, 363]
table-cell: zat. bbox=[1035, 278, 1076, 290]
table-cell: ½ bbox=[1076, 205, 1119, 218]
article-note: (Souborná výstava jeho obrazů v Topičově salonu, do 21. ledna.) bbox=[79, 1457, 432, 1488]
table-cell: ½ bbox=[1076, 278, 1119, 290]
table-cell: zat. bbox=[1035, 448, 1076, 461]
table-cell: 772 bbox=[869, 461, 946, 473]
table-cell: zat. bbox=[1035, 266, 1076, 278]
table-cell: Stockholm bbox=[798, 303, 869, 315]
table-cell: JZ 2 bbox=[993, 363, 1035, 376]
article-paragraph: + Za zlatem. V divadle „Uranii“ bude dne 18. ledna poprvé provedena hra Felixe Téverra „Za zlatem“, jejíž látka je čerpána ze života na dvoře Rudolfa II. Tato romantická hra výborně vystihující postavu tohoto podivína, a to hlavně tenkrát jeho pravý alchymista a obklopen pohádkovitostí celé hry. Dramatické zpracování zachycující zajímavou postavu tohoto podivína nositele pražských tradic. bbox=[73, 867, 439, 971]
table-cell: 766 bbox=[869, 424, 946, 436]
table-cell: 774 bbox=[869, 436, 946, 448]
table-cell: SZ 3 bbox=[993, 205, 1035, 218]
table-row bbox=[798, 363, 1119, 376]
article-paragraph: Liškova tvorba mladého věku je celkem malá, leč je však obsah jeho celkového díla poměrně rozsáhlý. Liškovy obrazy z let Ljubljaňských zachycují Bulharsko, Srbsko, Dalmacii a Podunají; Liška jest malířem krajinářem a figuralistou v pravém slova smyslu. bbox=[73, 1706, 439, 1780]
table-cell: 0 bbox=[946, 205, 993, 218]
table-cell: JZ 4 bbox=[993, 448, 1035, 461]
article-paragraph: Cestou Prátenský v Brně. V Brně zápasil včera Gustav Frištenský s Gustavem Hranickým. Zápas skončil po 40 minutách nerozhodně. Obecenstvo odcházelo uspokojeno, neboť zápas byl velmi zajímavý. bbox=[1464, 852, 1800, 910]
table-cell: zat. bbox=[1035, 412, 1076, 424]
section-subtitle: Prof. dr. Veselý šedesátníkem. bbox=[825, 1120, 1092, 1138]
table-cell: Janov bbox=[798, 412, 869, 424]
subheading: Schůze ve Velké Praze. bbox=[1200, 980, 1384, 996]
section-title: Literatura a věda. bbox=[467, 1096, 770, 1131]
table-cell: 764 bbox=[869, 376, 946, 388]
table-cell: 0 bbox=[1076, 242, 1119, 254]
table-cell: SSZ 3 bbox=[993, 461, 1035, 473]
book-edition-banner: II. vydání bbox=[1470, 1456, 1794, 1512]
section-heading-sokol bbox=[1131, 507, 1453, 553]
table-row bbox=[798, 412, 1119, 424]
table-cell: 774 bbox=[869, 290, 946, 303]
article-paragraph: Zajímavý, že Anglie bude mít v tomto roce jednu z nejtěžších úloh. Anglický mistr hraje zápas s Belgií, pak ve Francii a konečně ve Švédsku. Anglické kluby chtějí, aby hráči z kontinentu byli přijímáni jen výjimečně. bbox=[1464, 626, 1800, 684]
article-paragraph: Nusle-Ústí. Schůze veřejná koná se ve středu 17. ledna v 8 hod. več. v sále „U Palečků“. Program: Zpráva o činnosti poslanců. — Klub nár.-dem. akademiků pořádá přednášku „Hospodářská situace Československa“. bbox=[1131, 1425, 1453, 1498]
article-paragraph: Hranice koupě po celý rok není — podle všeobecného „Sport-Tagblatt“ — za dosavadní platnosti pravidel. Volná změna klubu stojí hráče mnoho peněz. V Anglii však jest dovoleno přestupovati v průběhu celého roku. Sparta hraje v březnu v Anglii dva zápasy. bbox=[1464, 549, 1800, 622]
weather-report-date: Dne 15. ledna 1923. bbox=[902, 176, 1015, 189]
section-heading-education bbox=[798, 777, 1119, 822]
table-cell: ½ bbox=[1076, 436, 1119, 448]
table-cell: Bělehrad bbox=[798, 400, 869, 412]
table-cell: — bbox=[1076, 339, 1119, 351]
section-heading-health bbox=[798, 1079, 1119, 1143]
table-cell: 6 bbox=[946, 254, 993, 266]
article-paragraph: Německý sněm a Mezinárodní cyklistická unie. Sekretariát Mezinárodní cyklistické unie v Paříži oznamuje, že členové této unie jsou Čechoslováci, kteří mají od září 1922 svou samostatnou národní organisaci. Na příští kongres, který bude zasedati v Paříži, budou vysláni zástupci Čs. svazu cyklistů. bbox=[1464, 434, 1800, 522]
article-paragraph: Klub fotografů amatérů v Praze pořádá ve středu 17. t. m. přednášku o barevné fotografii s ukázkami autochromů. Hosté vítáni. bbox=[1464, 1245, 1800, 1288]
table-row bbox=[798, 339, 1119, 351]
section-title: Z Československé národní demokracie. bbox=[1159, 829, 1424, 884]
table-cell: zat. bbox=[1035, 388, 1076, 400]
table-cell: zat. bbox=[1035, 315, 1076, 327]
table-row bbox=[798, 303, 1119, 315]
table-row bbox=[798, 376, 1119, 388]
subheading: Z cyklistického ruchu. bbox=[1545, 414, 1719, 430]
column-divider bbox=[1458, 125, 1459, 1960]
